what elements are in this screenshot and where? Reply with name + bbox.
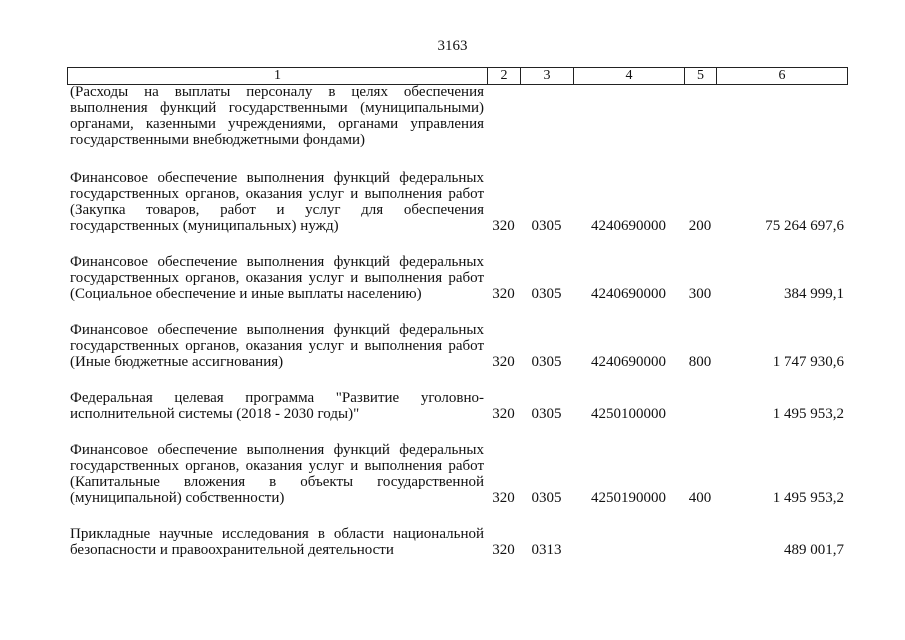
row-amount: 1 747 930,6 [772, 354, 844, 370]
row-section-code: 0305 [531, 354, 562, 370]
row-description: Федеральная целевая программа "Развитие уголовно-исполнительной системы (2018 - 2030 годы)" [70, 390, 484, 422]
row-ministry-code: 320 [492, 542, 515, 558]
row-ministry-code: 320 [492, 490, 515, 506]
row-expense-type [684, 526, 716, 558]
row-target-article: 4250190000 [591, 490, 666, 506]
row-target-article: 4240690000 [591, 286, 666, 302]
row-expense-type: 200 [688, 218, 712, 234]
row-target-article: 4250100000 [591, 406, 666, 422]
row-section-code: 0305 [531, 406, 562, 422]
row-expense-type [684, 84, 716, 148]
row-expense-type: 400 [688, 490, 712, 506]
row-description: Прикладные научные исследования в области национальной безопасности и правоохранительной деятельности [70, 526, 484, 558]
row-section-code: 0305 [531, 490, 562, 506]
row-section-code: 0305 [531, 218, 562, 234]
header-col-3: 3 [521, 68, 574, 85]
table-row [67, 84, 847, 148]
table-row [67, 254, 847, 302]
row-expense-type: 800 [688, 354, 712, 370]
header-col-2: 2 [488, 68, 521, 85]
row-section-code: 0313 [531, 542, 562, 558]
header-col-6: 6 [717, 68, 848, 85]
row-ministry-code: 320 [492, 354, 515, 370]
row-ministry-code: 320 [492, 218, 515, 234]
row-target-article: 4240690000 [591, 354, 666, 370]
row-target-article: 4240690000 [591, 218, 666, 234]
row-amount: 1 495 953,2 [772, 406, 844, 422]
budget-table [67, 84, 847, 558]
header-col-5: 5 [685, 68, 717, 85]
table-row [67, 442, 847, 506]
page-number: 3163 [437, 38, 468, 54]
column-number-header [67, 67, 848, 85]
row-target-article [573, 84, 684, 148]
row-amount: 384 999,1 [784, 286, 844, 302]
table-row [67, 526, 847, 558]
row-target-article [573, 526, 684, 558]
row-description: Финансовое обеспечение выполнения функций федеральных государственных органов, оказания услуг и выполнения работ (Капитальные вложения в объекты государственной (муниципальной) собственности) [70, 442, 484, 506]
row-ministry-code: 320 [492, 406, 515, 422]
row-expense-type: 300 [688, 286, 712, 302]
header-col-1: 1 [68, 68, 488, 85]
row-amount: 489 001,7 [784, 542, 844, 558]
row-amount: 1 495 953,2 [772, 490, 844, 506]
row-section-code: 0305 [531, 286, 562, 302]
row-amount: 75 264 697,6 [765, 218, 844, 234]
table-row [67, 322, 847, 370]
row-ministry-code [487, 84, 520, 148]
table-row [67, 390, 847, 422]
row-description: Финансовое обеспечение выполнения функций федеральных государственных органов, оказания услуг и выполнения работ (Закупка товаров, работ и услуг для обеспечения государственных (муниципальных) нужд) [70, 170, 484, 234]
row-section-code [520, 84, 573, 148]
header-col-4: 4 [574, 68, 685, 85]
row-expense-type [684, 390, 716, 422]
row-ministry-code: 320 [492, 286, 515, 302]
table-row [67, 170, 847, 234]
row-description: (Расходы на выплаты персоналу в целях обеспечения выполнения функций государственными (муниципальными) органами, казенными учреждениями, органами управления государственными внебюджетными фондами) [70, 84, 484, 148]
row-amount [716, 84, 847, 148]
row-description: Финансовое обеспечение выполнения функций федеральных государственных органов, оказания услуг и выполнения работ (Иные бюджетные ассигнования) [70, 322, 484, 370]
row-description: Финансовое обеспечение выполнения функций федеральных государственных органов, оказания услуг и выполнения работ (Социальное обеспечение и иные выплаты населению) [70, 254, 484, 302]
